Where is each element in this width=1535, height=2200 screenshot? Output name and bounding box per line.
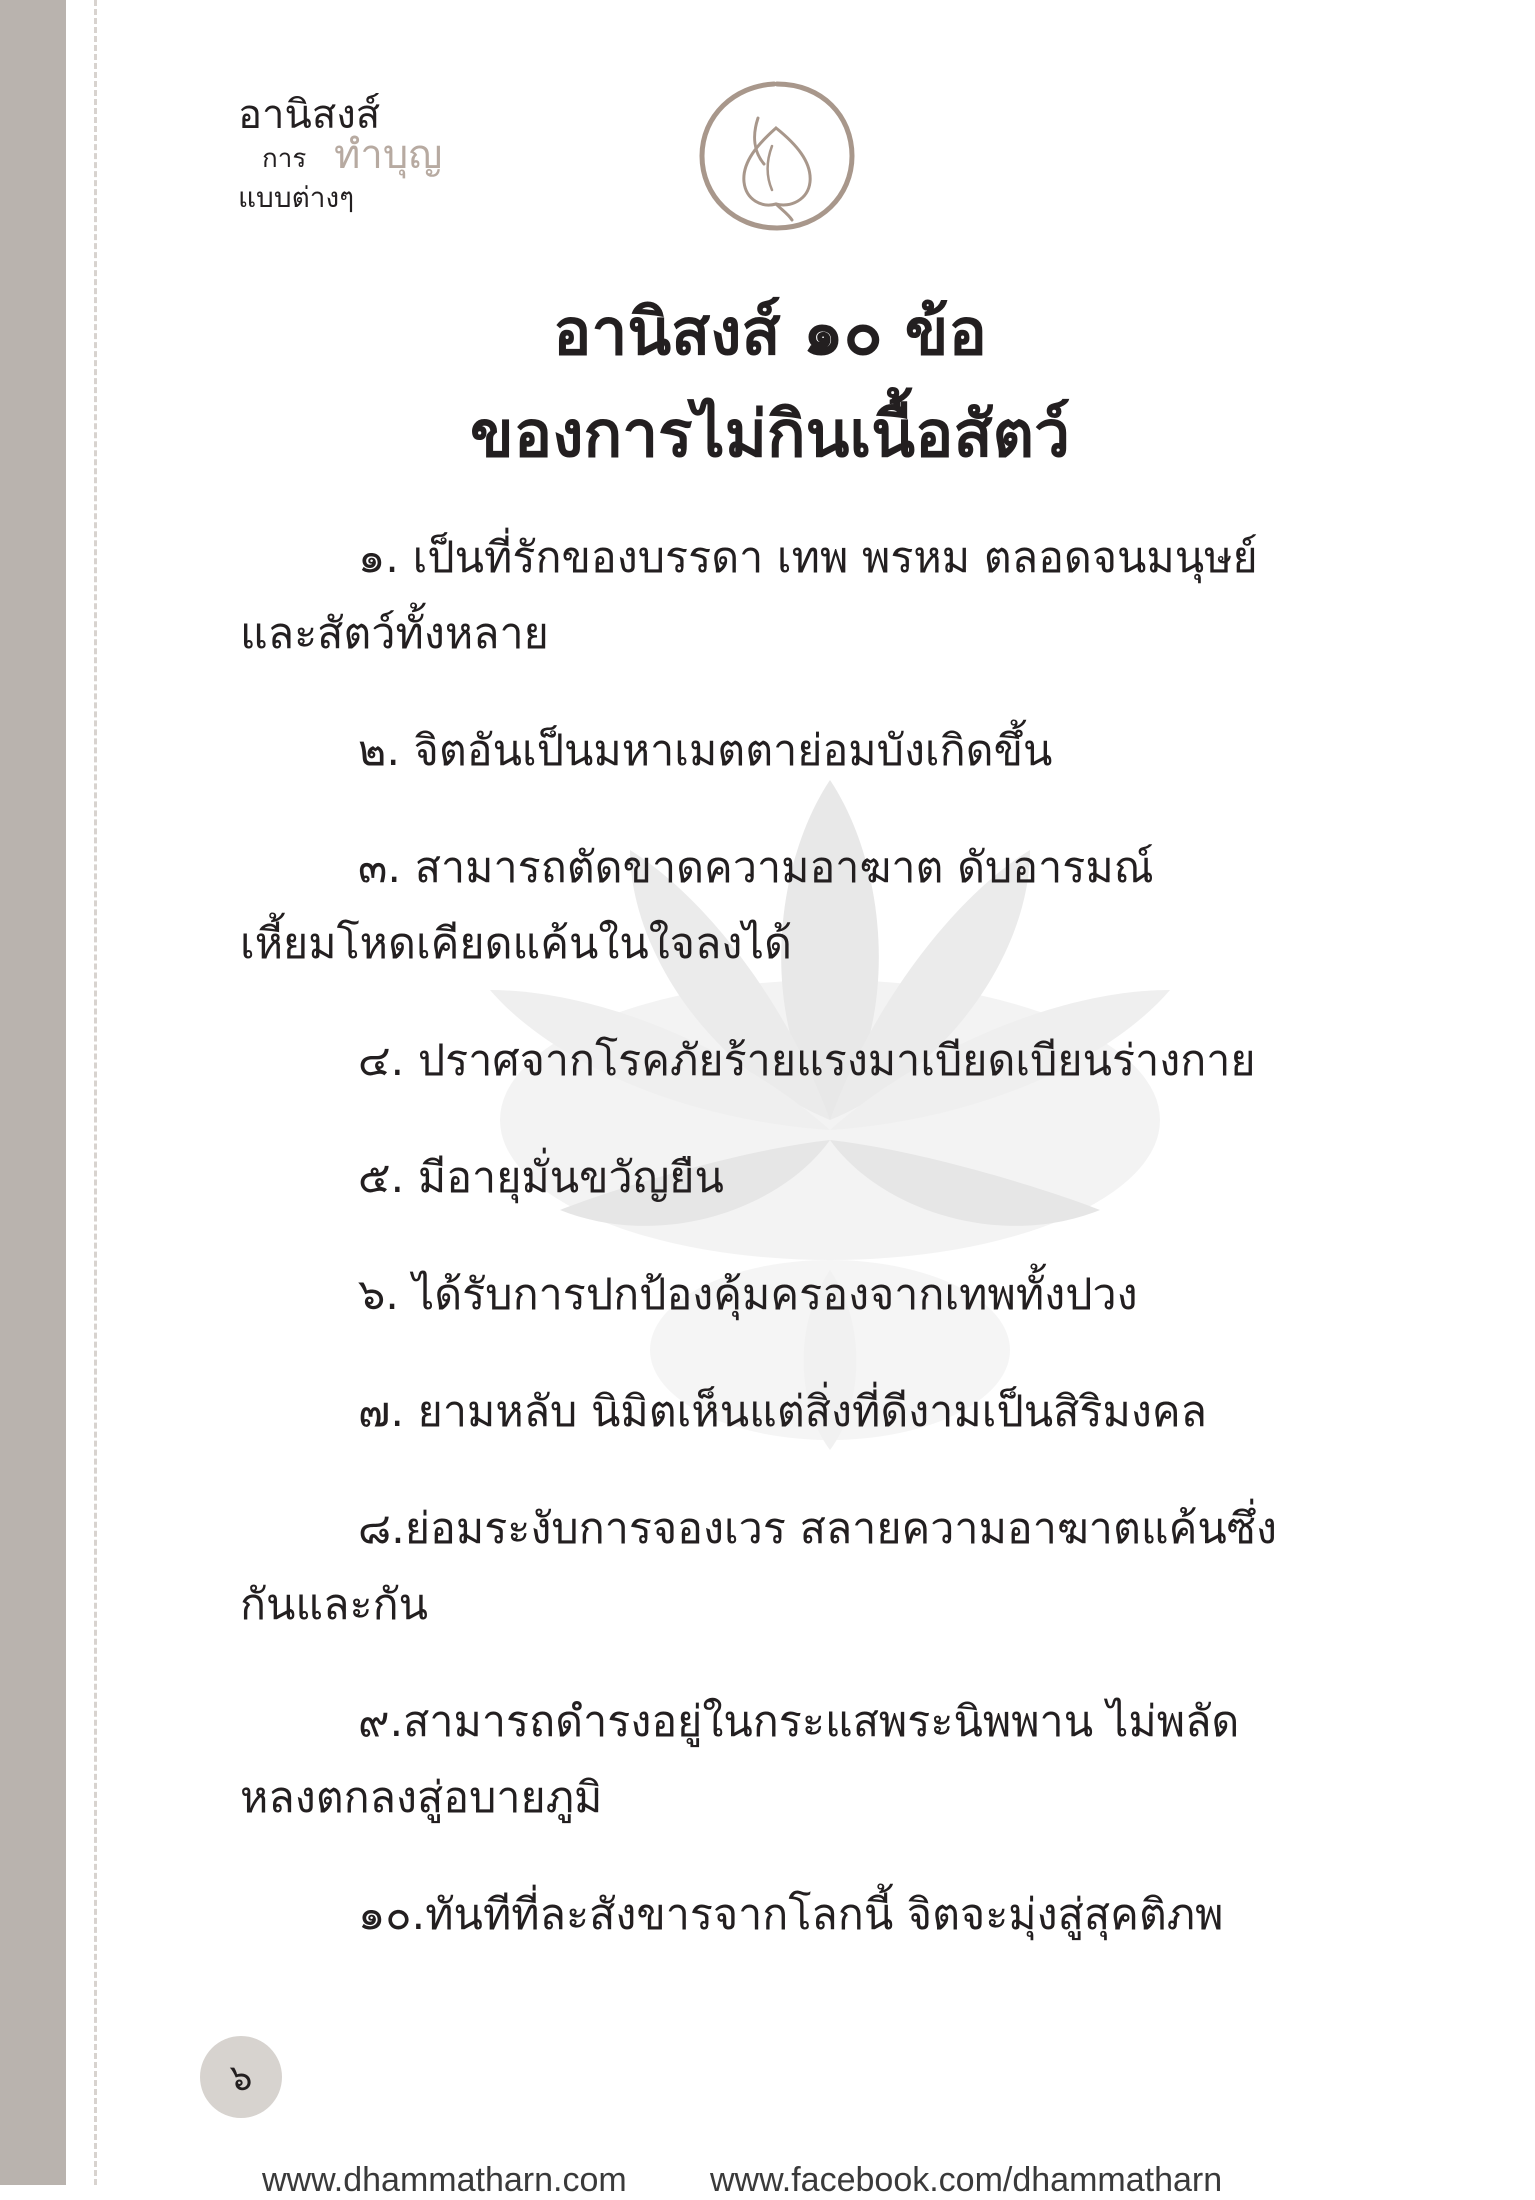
list-item: ๓. สามารถตัดขาดความอาฆาต ดับอารมณ์เหี้ยมโหดเคียดแค้นในใจลงได้: [240, 843, 1154, 969]
series-line-1: อานิสงส์: [238, 92, 381, 138]
benefit-list: [240, 520, 1305, 1953]
series-line-2-accent: ทำบุญ: [334, 132, 443, 178]
facebook-link[interactable]: www.facebook.com/dhammatharn: [710, 2161, 1223, 2199]
dashed-divider: [94, 0, 97, 2185]
list-item: ๑. เป็นที่รักของบรรดา เทพ พรหม ตลอดจนมนุษย์และสัตว์ทั้งหลาย: [240, 533, 1258, 659]
list-item: ๖. ได้รับการปกป้องคุ้มครองจากเทพทั้งปวง: [358, 1270, 1138, 1320]
list-item: ๘.ย่อมระงับการจองเวร สลายความอาฆาตแค้นซึ่งกันและกัน: [240, 1504, 1277, 1630]
bodhi-leaf-icon: [692, 76, 862, 236]
side-bar: [0, 0, 66, 2185]
list-item: ๗. ยามหลับ นิมิตเห็นแต่สิ่งที่ดีงามเป็นสิริมงคล: [358, 1387, 1207, 1437]
page-title-line-2: ของการไม่กินเนื้อสัตว์: [470, 398, 1070, 472]
series-line-2-small: การ: [262, 144, 307, 174]
series-title: [238, 92, 478, 222]
list-item: ๑๐.ทันทีที่ละสังขารจากโลกนี้ จิตจะมุ่งสู่สุคติภพ: [358, 1890, 1224, 1940]
list-item: ๙.สามารถดำรงอยู่ในกระแสพระนิพพาน ไม่พลัดหลงตกลงสู่อบายภูมิ: [240, 1697, 1240, 1823]
series-line-3: แบบต่างๆ: [238, 181, 355, 214]
page-number: [200, 2036, 282, 2118]
page-number-label: ๖: [229, 2057, 253, 2099]
website-link[interactable]: www.dhammatharn.com: [262, 2161, 627, 2199]
list-item: ๕. มีอายุมั่นขวัญยืน: [358, 1153, 724, 1203]
list-item: ๔. ปราศจากโรคภัยร้ายแรงมาเบียดเบียนร่างกาย: [358, 1036, 1256, 1086]
list-item: ๒. จิตอันเป็นมหาเมตตาย่อมบังเกิดขึ้น: [358, 726, 1053, 776]
page-title-line-1: อานิสงส์ ๑๐ ข้อ: [553, 296, 987, 370]
page-title: [240, 282, 1300, 486]
